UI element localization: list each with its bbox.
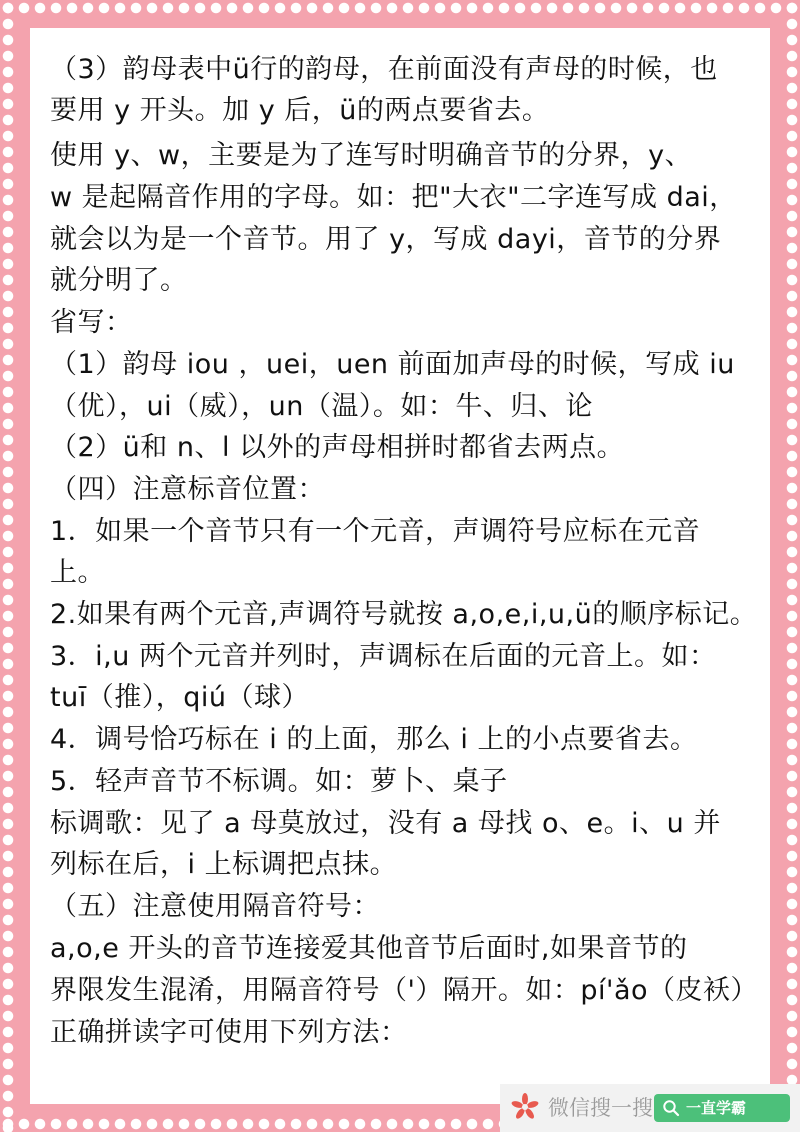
text-line: 2.如果有两个元音,声调符号就按 a,o,e,i,u,ü的顺序标记。 — [50, 599, 758, 630]
text-line: （1）韵母 iou ，uei，uen 前面加声母的时候，写成 iu — [50, 349, 735, 380]
text-line: 界限发生混淆，用隔音符号（'）隔开。如：pí'ǎo（皮袄） — [50, 975, 759, 1006]
text-line: w 是起隔音作用的字母。如：把"大衣"二字连写成 dai， — [50, 182, 737, 213]
text-line: tuī（推），qiú（球） — [50, 682, 309, 713]
text-line: a,o,e 开头的音节连接爱其他音节后面时,如果音节的 — [50, 933, 688, 964]
text-line: 5．轻声音节不标调。如：萝卜、桌子 — [50, 766, 508, 797]
section-heading: （四）注意标音位置： — [50, 474, 325, 505]
text-line: 正确拼读字可使用下列方法： — [50, 1017, 408, 1048]
text-line: （3）韵母表中ü行的韵母，在前面没有声母的时候，也 — [50, 54, 718, 85]
text-line: 就会以为是一个音节。用了 y，写成 dayi，音节的分界 — [50, 224, 722, 255]
text-line: 1．如果一个音节只有一个元音，声调符号应标在元音 — [50, 516, 701, 547]
text-line: 上。 — [50, 557, 105, 588]
flower-logo-icon — [510, 1092, 540, 1122]
text-line: 省写： — [50, 307, 133, 338]
text-line: （优），ui（威），un（温）。如：牛、归、论 — [50, 391, 593, 422]
watermark-text: 微信搜一搜 — [548, 1096, 653, 1120]
text-line: 列标在后，i 上标调把点抹。 — [50, 849, 398, 880]
text-line: 3．i,u 两个元音并列时，声调标在后面的元音上。如： — [50, 641, 717, 672]
text-line: （2）ü和 n、l 以外的声母相拼时都省去两点。 — [50, 432, 625, 463]
account-name: 一直学霸 — [686, 1099, 747, 1117]
text-line: 标调歌：见了 a 母莫放过，没有 a 母找 o、e。i、u 并 — [50, 808, 721, 839]
text-line: 要用 y 开头。加 y 后，ü的两点要省去。 — [50, 95, 550, 126]
text-line: 4．调号恰巧标在 i 的上面，那么 i 上的小点要省去。 — [50, 724, 698, 755]
text-line: 使用 y、w，主要是为了连写时明确音节的分界，y、 — [50, 140, 693, 171]
section-heading: （五）注意使用隔音符号： — [50, 891, 380, 922]
search-icon — [662, 1099, 680, 1117]
text-line: 就分明了。 — [50, 265, 188, 296]
